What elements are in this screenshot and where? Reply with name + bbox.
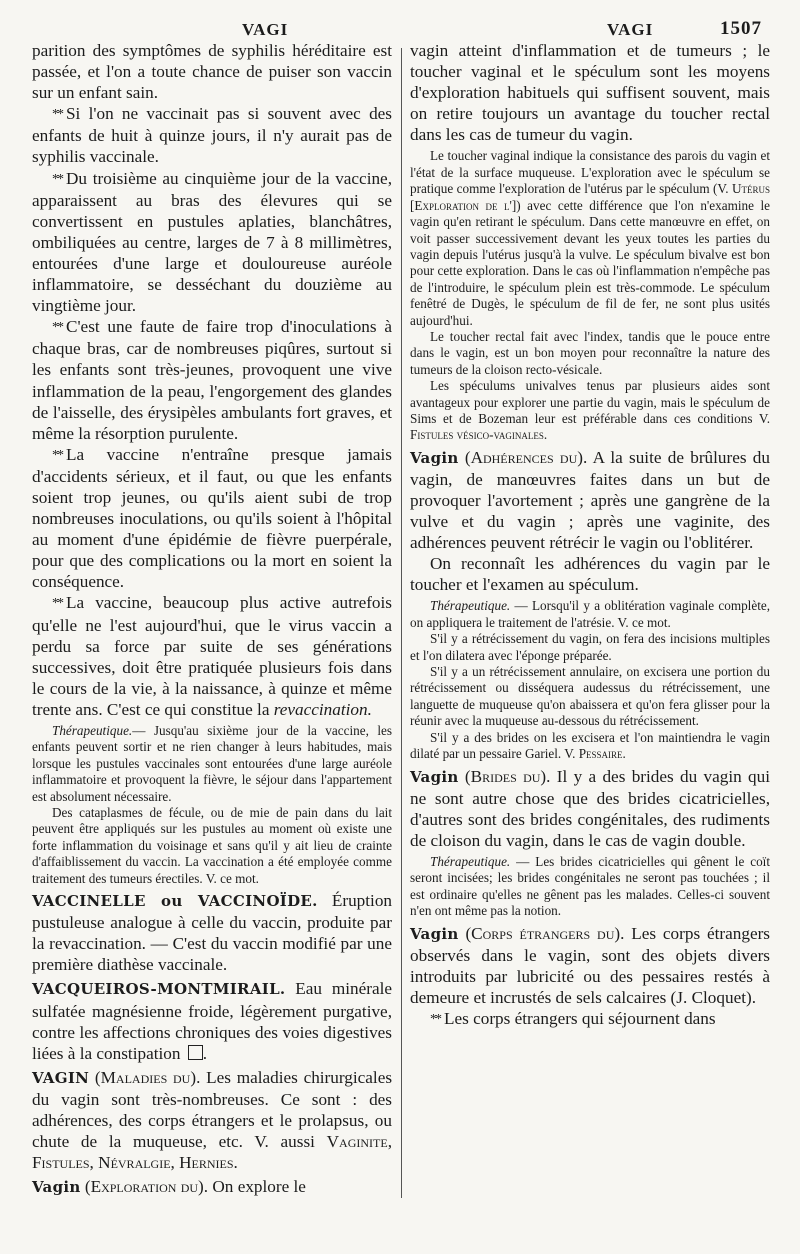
paragraph: Thérapeutique.— Jusqu'au sixième jour de la vaccine, les enfants peuvent sortir et ne rien changer à leurs habitudes, mais lorsque les pustules vaccinales sont entourées d'une large auréole inflammatoire et provoquent la fièvre, le séjour dans l'appartement est absolument nécessaire. (32, 723, 392, 804)
entry-vagin-maladies: VAGIN (Maladies du). Les maladies chirurgicales du vagin sont très-nombreuses. Ce sont : des adhérences, des corps étrangers et le prolapsus, ou chute de la muqueuse, etc. V. aussi Vaginite, Fistules, Névralgie, Hernies. (32, 1067, 393, 1173)
entry-vagin-adherences: Vagin (Adhérences du). A la suite de brûlures du vagin, de manœuvres faites dans un but de provoquer l'avortement ; après une gangrène de la vulve et du vagin ; après une vaginite, des adhérences peuvent rétrécir le vagin ou l'oblitérer. (410, 447, 770, 553)
header-center-word: VAGI (607, 20, 654, 39)
paragraph: ** La vaccine n'entraîne presque jamais d'accidents sérieux, et il faut, ou que les enfants soient trop jeunes, ou qu'ils aient subi de trop nombreuses inoculations, ou qu'ils soient à l'hôpital au moment d'une épidémie de fièvre puerpérale, pour que des complications ou la mort en soient la conséquence. (32, 444, 392, 592)
right-column (410, 40, 770, 1198)
cross-reference: Fistules vésico-vaginales. (410, 427, 548, 443)
entry-vagin-brides: Vagin (Brides du). Il y a des brides du vagin qui ne sont autre chose que des brides cicatricielles, d'autres sont des brides congénitales, des rudiments de cloison du vagin, dans le cas de vagin double. (410, 766, 771, 850)
entry-headword: VAGIN (32, 1068, 90, 1087)
page-number: 1507 (720, 18, 762, 39)
paragraph: ** Du troisième au cinquième jour de la vaccine, apparaissent au bras des élevures qui se convertissent en pustules aplaties, blanchâtres, ombiliquées au centre, larges de 7 à 8 millimètres, entourées d'une large et douloureuse auréole inflammatoire, se desséchant du douzième au vingtième jour. (32, 168, 392, 316)
column-divider (401, 48, 402, 1198)
entry-headword: VACCINELLE ou VACCINOÏDE. (32, 892, 318, 911)
paragraph: Le toucher rectal fait avec l'index, tandis que le pouce entre dans le vagin, est un bon moyen pour reconnaître la nature des tumeurs de la cloison recto-vésicale. (410, 328, 770, 377)
paragraph: S'il y a des brides on les excisera et l'on maintiendra le vagin dilaté par un pessaire Gariel. V. Pessaire. (410, 729, 770, 762)
entry-headword: Vagin (32, 1178, 81, 1197)
entry-vacqueiros: VACQUEIROS-MONTMIRAIL. Eau minérale sulfatée magnésienne froide, légèrement purgative, contre les affections chroniques des voies digestives liées à la constipation . (32, 979, 392, 1063)
asterism: ** (52, 320, 62, 336)
paragraph: S'il y a un rétrécissement annulaire, on excisera une portion du rétrécissement ou disséquera audessus du rétrécissement, une languette de muqueuse qu'on abaissera et qu'on fera glisser pour la réunir avec la muqueuse au-dessous du rétrécissement. (410, 664, 770, 729)
entry-headword: VACQUEIROS-MONTMIRAIL. (32, 980, 286, 999)
entry-vaccinelle: VACCINELLE ou VACCINOÏDE. Éruption pustuleuse analogue à celle du vaccin, produite par la revaccination. — C'est du vaccin modifié par une première diathèse vaccinale. (32, 891, 393, 975)
entry-headword: Vagin (410, 448, 459, 467)
running-header (32, 14, 770, 38)
paragraph: Les spéculums univalves tenus par plusieurs aides sont avantageux pour explorer une partie du vagin, mais le spéculum de Sims et de Bozeman leur est préférable dans ces conditions V. Fistules vésico-vaginales. (410, 378, 770, 443)
header-left-word: VAGI (242, 20, 289, 39)
emphasis: revaccination. (273, 699, 372, 719)
entry-headword: Vagin (410, 924, 459, 943)
paragraph: ** Les corps étrangers qui séjournent dans (430, 1008, 716, 1028)
left-column (32, 40, 392, 1198)
paragraph: Des cataplasmes de fécule, ou de mie de pain dans du lait peuvent être appliqués sur les pustules au moment où existe une forte inflammation du voisinage et sans qu'il y ait lieu de crainte d'affaiblissement du vaccin. La vaccination a été employée comme traitement des tumeurs érectiles. V. ce mot. (32, 805, 392, 886)
paragraph: vagin atteint d'inflammation et de tumeurs ; le toucher vaginal et le spéculum sont les moyens d'exploration habituels qui suffisent souvent, mais on retire toujours un avantage du toucher rectal dans les cas de tumeur du vagin. (410, 41, 770, 145)
cross-reference: Pessaire. (578, 746, 626, 762)
paragraph: S'il y a rétrécissement du vagin, on fera des incisions multiples et l'on dilatera avec l'éponge préparée. (410, 631, 770, 663)
entry-vagin-exploration: Vagin (Exploration du). On explore le (32, 1177, 306, 1197)
paragraph: parition des symptômes de syphilis héréditaire est passée, et l'on a toute chance de puiser son vaccin sur un enfant sain. (32, 41, 392, 103)
subheading: Thérapeutique. (52, 723, 133, 738)
paragraph: ** C'est une faute de faire trop d'inoculations à chaque bras, car de nombreuses piqûres, surtout si les enfants sont très-jeunes, provoquent une vive inflammation de la peau, l'engorgement des glandes de l'aisselle, des érysipèles ambulants fort graves, et même la résorption purulente. (32, 317, 392, 443)
asterism: ** (52, 107, 62, 123)
entry-subhead: (Adhérences du). (464, 447, 588, 467)
subheading: Thérapeutique. (430, 598, 511, 614)
square-symbol-icon (188, 1045, 203, 1060)
subheading: Thérapeutique. (430, 853, 511, 869)
entry-subhead: (Maladies du). (94, 1067, 201, 1087)
paragraph: Le toucher vaginal indique la consistance des parois du vagin et l'état de la surface muqueuse. L'exploration avec le spéculum se pratique comme l'exploration de l'utérus par le spéculum (V. Utérus [Exploration de l']) avec cette différence que l'on n'examine le vagin qu'en retirant le spéculum. Dans cette manœuvre en effet, on voit passer successivement devant les yeux toutes les parties du vagin depuis l'utérus jusqu'à la vulve. Le spéculum bivalve est bon pour cette exploration. Dans le cas où l'inflammation n'empêche pas de l'introduire, le spéculum plein est très-commode. Le spéculum fenêtré de Dugès, le spéculum de fil de fer, ne sont plus usités aujourd'hui. (410, 148, 771, 328)
asterism: ** (52, 447, 62, 463)
asterism: ** (52, 171, 62, 187)
paragraph: On reconnaît les adhérences du vagin par le toucher et l'examen au spéculum. (410, 554, 770, 595)
entry-subhead: (Exploration du). (84, 1177, 209, 1197)
entry-headword: Vagin (410, 767, 459, 786)
paragraph: ** Si l'on ne vaccinait pas si souvent avec des enfants de huit à quinze jours, il n'y aurait pas de syphilis vaccinale. (32, 104, 392, 167)
asterism: ** (52, 596, 62, 612)
asterism: ** (430, 1011, 440, 1027)
entry-vagin-corps-etrangers: Vagin (Corps étrangers du). Les corps étrangers observés dans le vagin, sont des objets divers introduits par lubricité ou des pessaires restés à demeure et incrustés de sels calcaires (J. Cloquet). (410, 923, 770, 1007)
paragraph: Thérapeutique. — Lorsqu'il y a oblitération vaginale complète, on appliquera le traitement de l'atrésie. V. ce mot. (410, 598, 771, 630)
paragraph: ** La vaccine, beaucoup plus active autrefois qu'elle ne l'est aujourd'hui, que le virus vaccin a perdu sa force par suite de ses générations successives, doit être pratiquée plusieurs fois dans le cours de la vie, à la naissance, à quinze et même trente ans. C'est ce qui constitue la revaccination. (32, 593, 392, 719)
entry-subhead: (Corps étrangers du). (465, 923, 625, 943)
entry-subhead: (Brides du). (464, 766, 551, 786)
cross-reference: Utérus [Exploration de l'] (410, 181, 771, 213)
paragraph: Thérapeutique. — Les brides cicatricielles qui gênent le coït seront incisées; les brides congénitales ne seront pas touchées ; il est ordinaire qu'elles ne gênent pas les malades. Celles-ci souvent n'en ont même pas la notion. (410, 853, 771, 919)
cross-references: Vaginite, Fistules, Névralgie, Hernies. (32, 1132, 393, 1173)
